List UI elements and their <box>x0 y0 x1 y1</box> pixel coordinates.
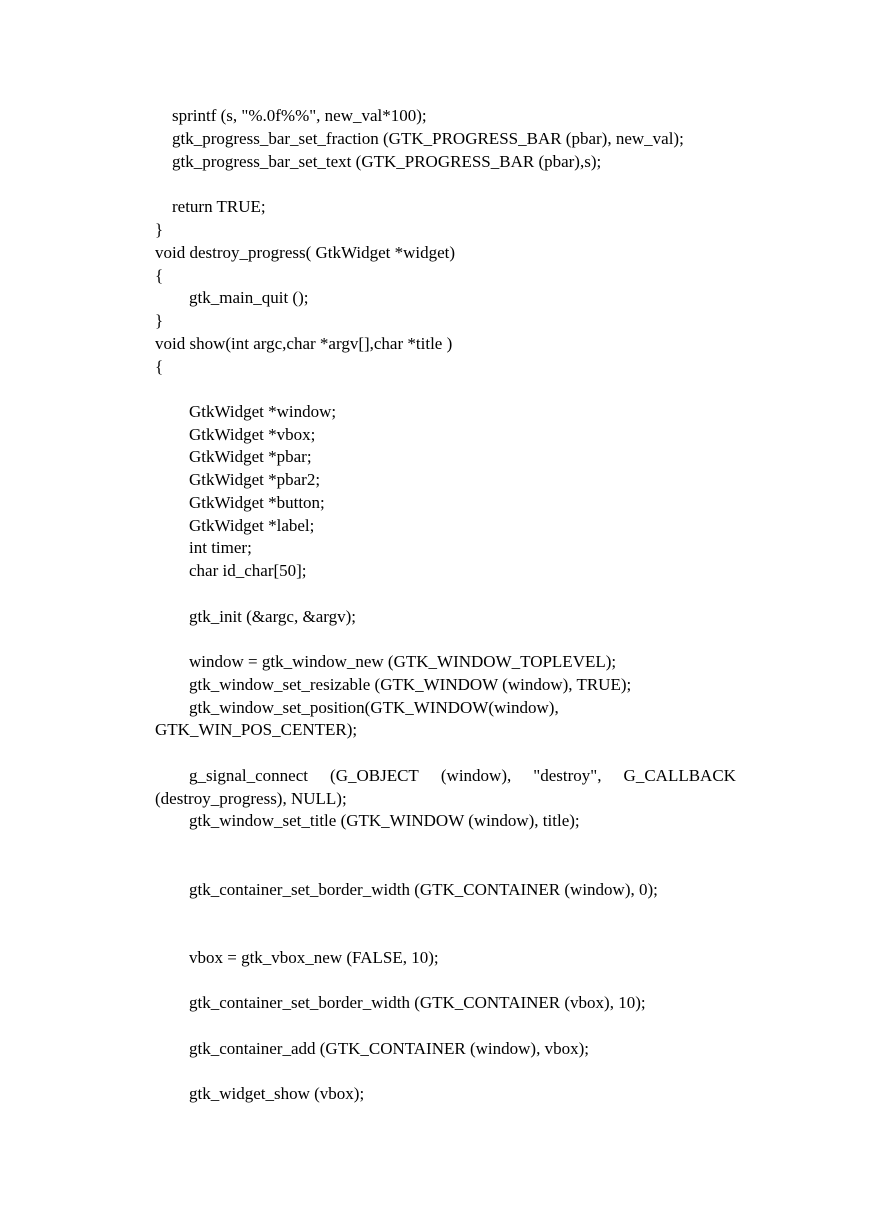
code-line: void destroy_progress( GtkWidget *widget) <box>155 243 456 262</box>
code-line: } <box>155 311 164 330</box>
code-line: gtk_window_set_resizable (GTK_WINDOW (window), TRUE); <box>189 675 632 694</box>
code-token: (window), <box>440 766 512 785</box>
code-line: gtk_container_set_border_width (GTK_CONTAINER (window), 0); <box>189 880 658 899</box>
code-line: GTK_WIN_POS_CENTER); <box>155 720 358 739</box>
code-line: gtk_window_set_title (GTK_WINDOW (window), title); <box>189 811 580 830</box>
code-line: gtk_container_add (GTK_CONTAINER (window), vbox); <box>189 1039 589 1058</box>
code-line: (destroy_progress), NULL); <box>155 789 347 808</box>
code-line: gtk_container_set_border_width (GTK_CONTAINER (vbox), 10); <box>189 993 646 1012</box>
code-line: } <box>155 220 164 239</box>
code-line: gtk_progress_bar_set_text (GTK_PROGRESS_BAR (pbar),s); <box>172 152 602 171</box>
code-line: gtk_main_quit (); <box>189 288 309 307</box>
code-line: void show(int argc,char *argv[],char *title ) <box>155 334 453 353</box>
code-line: GtkWidget *label; <box>189 516 315 535</box>
code-line: GtkWidget *vbox; <box>189 425 316 444</box>
code-line: int timer; <box>189 538 252 557</box>
code-line: { <box>155 357 164 376</box>
code-line: gtk_window_set_position(GTK_WINDOW(window), <box>189 698 559 717</box>
code-line: sprintf (s, "%.0f%%", new_val*100); <box>172 106 427 125</box>
code-token: "destroy", <box>533 766 602 785</box>
code-token: (G_OBJECT <box>330 766 419 785</box>
code-token: G_CALLBACK <box>623 766 736 785</box>
code-line: window = gtk_window_new (GTK_WINDOW_TOPLEVEL); <box>189 652 617 671</box>
code-line: return TRUE; <box>172 197 266 216</box>
code-line: gtk_widget_show (vbox); <box>189 1084 365 1103</box>
code-line: char id_char[50]; <box>189 561 307 580</box>
code-line: gtk_init (&argc, &argv); <box>189 607 356 626</box>
code-token: g_signal_connect <box>189 766 308 785</box>
code-line-justified <box>189 766 736 786</box>
code-line: { <box>155 266 164 285</box>
code-line: GtkWidget *window; <box>189 402 337 421</box>
code-line: gtk_progress_bar_set_fraction (GTK_PROGRESS_BAR (pbar), new_val); <box>172 129 684 148</box>
code-line: GtkWidget *button; <box>189 493 325 512</box>
code-line: GtkWidget *pbar2; <box>189 470 321 489</box>
code-line: GtkWidget *pbar; <box>189 447 312 466</box>
code-line: vbox = gtk_vbox_new (FALSE, 10); <box>189 948 439 967</box>
